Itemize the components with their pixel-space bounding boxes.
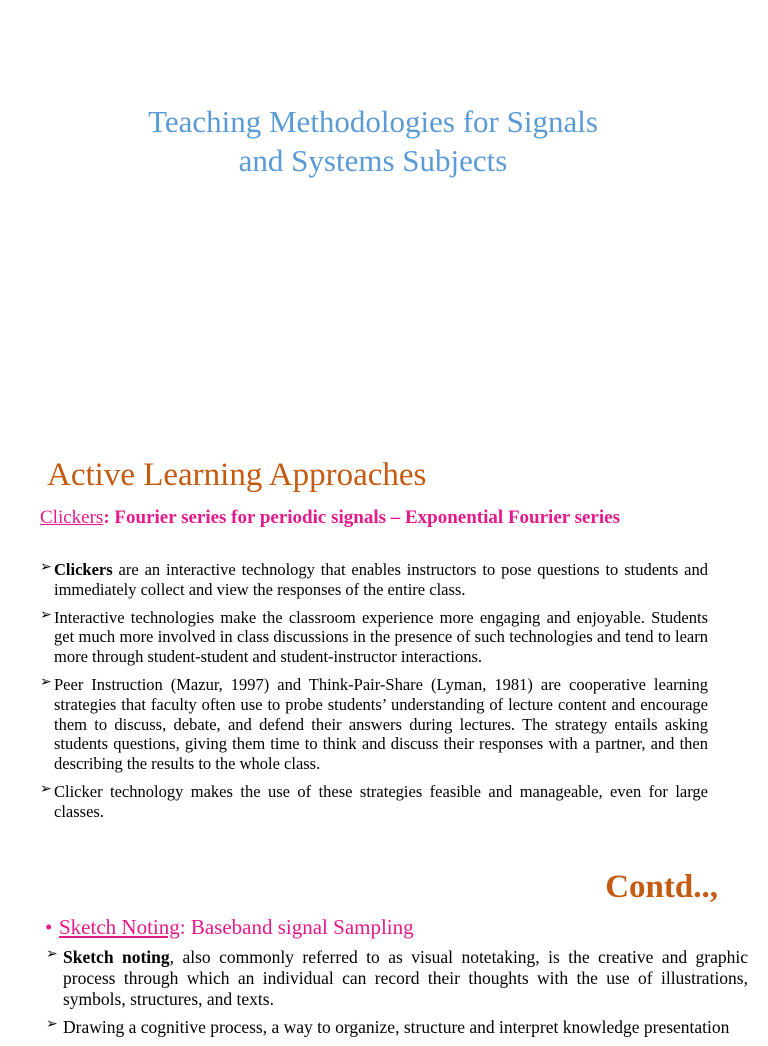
list-item: [46, 947, 748, 1009]
bullet-text: are an interactive technology that enables instructors to pose questions to students and immediately collect and view the responses of the entire class.: [54, 560, 708, 599]
dot-bullet-icon: •: [45, 915, 53, 939]
page-title-line-2: and Systems Subjects: [238, 143, 508, 178]
bullet-text: Clicker technology makes the use of these strategies feasible and manageable, even for large classes.: [54, 781, 708, 821]
bullet-bold-term: Clickers: [54, 560, 113, 579]
list-item: [40, 608, 708, 667]
clickers-bullet-list: [40, 560, 708, 830]
bullet-text-continued: The strategy entails asking students questions, giving them time to think and discuss their responses with a partner, and then describing the results to the whole class.: [54, 714, 708, 774]
list-item: [40, 560, 708, 600]
clickers-subheading-text: : Fourier series for periodic signals – Exponential Fourier series: [103, 507, 620, 528]
sketch-noting-item: [45, 914, 414, 940]
bullet-bold-term: Sketch noting: [63, 947, 170, 967]
bullet-text: Drawing a cognitive process, a way to organize, structure and interpret knowledge presentation: [63, 1017, 730, 1038]
arrow-bullet-icon: ➢: [40, 674, 52, 690]
bullet-text: , also commonly referred to as visual notetaking, is the creative and graphic process through which an individual can record their thoughts with the use of illustrations, symbols, structures, and texts.: [63, 947, 749, 1009]
list-item: [40, 675, 708, 774]
bullet-text: Peer Instruction (Mazur, 1997) and Think-Pair-Share (Lyman, 1981) are cooperative learning strategies that faculty often use to probe students’ understanding of lecture content and encourage them to discuss, debate, and defend their answers during lectures.: [54, 674, 708, 734]
arrow-bullet-icon: ➢: [40, 560, 52, 575]
clickers-subheading: [40, 506, 708, 529]
page-title-line-1: Teaching Methodologies for Signals: [148, 104, 598, 139]
list-item: [40, 782, 708, 822]
sketch-noting-item-text: : Baseband signal Sampling: [179, 915, 414, 939]
page-title: [90, 102, 656, 180]
list-item: [46, 1017, 748, 1038]
clickers-link[interactable]: Clickers: [40, 507, 104, 528]
sketch-noting-bullet-list: [46, 947, 748, 1046]
bullet-text: Interactive technologies make the classroom experience more engaging and enjoyable. Students get much more involved in class discussions in the presence of such technologies and tend to learn more through student-student and student-instructor interactions.: [54, 607, 708, 667]
sketch-noting-link[interactable]: Sketch Noting: [59, 915, 180, 939]
arrow-bullet-icon: ➢: [40, 607, 52, 623]
arrow-bullet-icon: ➢: [46, 947, 58, 962]
arrow-bullet-icon: ➢: [46, 1017, 58, 1033]
section-heading-active-learning: Active Learning Approaches: [47, 457, 427, 493]
arrow-bullet-icon: ➢: [40, 781, 52, 797]
section-heading-contd: Contd..,: [605, 869, 718, 905]
